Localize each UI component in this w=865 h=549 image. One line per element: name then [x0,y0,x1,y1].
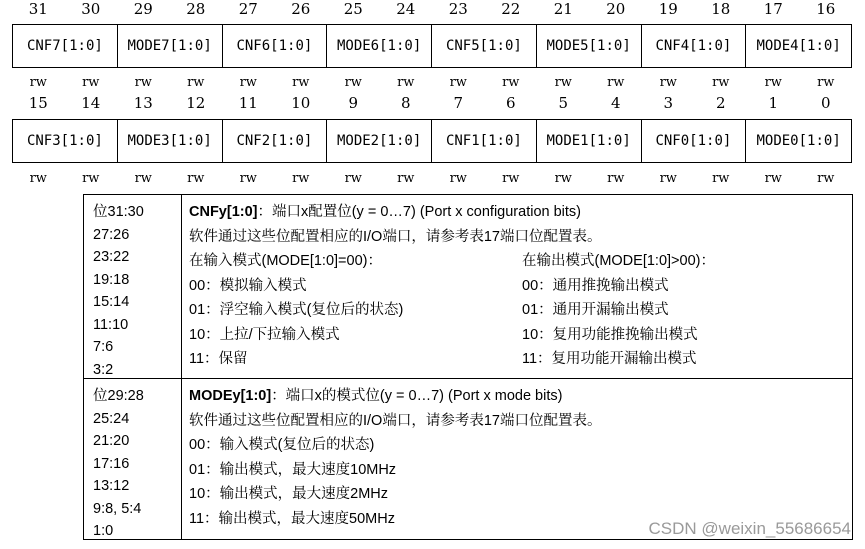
access-label: rw [607,171,625,186]
bit-range: 3:2 [93,361,114,378]
access-label: rw [449,75,467,90]
cnf-input-item: 00：模拟输入模式 [189,277,307,294]
access-label: rw [134,75,152,90]
bit-range: 15:14 [93,294,130,310]
bit-number: 22 [501,0,521,18]
register-field: CNF0[1:0] [642,120,747,162]
bit-number: 4 [610,94,621,112]
access-label: rw [817,75,835,90]
bit-range: 7:6 [93,339,114,355]
bit-number: 18 [711,0,731,18]
mode-field-name: MODEy[1:0] [189,388,272,404]
bit-number: 16 [816,0,836,18]
cnf-input-heading: 在输入模式(MODE[1:0]=00)： [189,253,382,269]
register-field: MODE1[1:0] [537,120,642,162]
bit-number: 20 [606,0,626,18]
bit-number: 10 [291,94,311,112]
access-label: rw [502,75,520,90]
access-label: rw [344,75,362,90]
cnf-title [189,200,601,225]
lower-register-fields [12,119,852,163]
register-field: CNF2[1:0] [223,120,328,162]
cnf-output-item: 10：复用功能推挽输出模式 [522,326,698,343]
mode-item: 11：输出模式，最大速度50MHz [189,510,395,527]
bit-number: 25 [343,0,363,18]
bit-description-table [83,194,853,540]
bit-range: 17:16 [93,455,130,472]
access-label: rw [239,171,257,186]
mode-title-text: ：端口x的模式位(y = 0…7) (Port x mode bits) [271,388,563,404]
register-field: MODE0[1:0] [756,133,841,149]
access-label: rw [397,75,415,90]
bit-number: 19 [658,0,678,18]
bit-range: 13:12 [93,478,130,494]
cnf-input-item: 01：浮空输入模式(复位后的状态) [189,302,404,318]
cnf-output-item: 00：通用推挽输出模式 [522,277,669,294]
register-field: MODE3[1:0] [118,120,223,162]
bit-number: 8 [400,94,411,112]
bit-range: 位29:28 [93,388,144,404]
mode-title [189,384,601,409]
upper-bit-numbers [12,0,852,18]
mode-item: 10：输出模式，最大速度2MHz [189,486,388,502]
bit-range: 1:0 [93,523,114,539]
cnf-output-item: 01：通用开漏输出模式 [522,302,669,318]
mode-note: 软件通过这些位配置相应的I/O端口，请参考表17端口位配置表。 [189,412,602,429]
access-label: rw [764,75,782,90]
mode-description [189,384,601,531]
cnf-output-heading: 在输出模式(MODE[1:0]>00)： [522,253,715,269]
bit-number: 13 [133,94,153,112]
bit-number: 21 [553,0,573,18]
cnf-title-text: ：端口x配置位(y = 0…7) (Port x configuration bits) [257,204,582,220]
cnf-output-item: 11：复用功能开漏输出模式 [522,351,697,367]
access-label: rw [607,75,625,90]
register-field: CNF1[1:0] [432,120,537,162]
mode-item: 01：输出模式，最大速度10MHz [189,461,397,478]
lower-access-row [12,172,852,186]
bit-range: 27:26 [93,226,130,243]
access-label: rw [292,75,310,90]
register-field: MODE7[1:0] [118,25,223,67]
mode-bit-positions [93,385,144,543]
access-label: rw [449,171,467,186]
access-label: rw [502,171,520,186]
column-divider [181,195,182,539]
access-label: rw [292,171,310,186]
access-label: rw [817,171,835,186]
bit-range: 25:24 [93,410,130,427]
cnf-output-column [522,249,715,372]
register-field: CNF4[1:0] [642,25,747,67]
bit-number: 3 [663,94,674,112]
bit-range: 9:8, 5:4 [93,500,142,517]
cnf-bit-positions [93,201,144,381]
row-divider [84,378,852,379]
bit-range: 19:18 [93,271,130,288]
access-label: rw [764,171,782,186]
access-label: rw [187,75,205,90]
register-field: MODE5[1:0] [537,25,642,67]
bit-number: 14 [81,94,101,112]
lower-bit-numbers [12,94,852,112]
bit-number: 30 [81,0,101,18]
watermark: CSDN @weixin_55686654 [648,519,851,538]
access-label: rw [554,171,572,186]
bit-number: 29 [133,0,153,18]
access-label: rw [397,171,415,186]
register-field: CNF5[1:0] [432,25,537,67]
cnf-field-name: CNFy[1:0] [189,204,258,220]
bit-number: 31 [28,0,48,18]
mode-item: 00：输入模式(复位后的状态) [189,437,375,453]
bit-number: 27 [238,0,258,18]
upper-register-fields [12,24,852,68]
bit-number: 9 [348,94,359,112]
cnf-input-item: 10：上拉/下拉输入模式 [189,326,340,343]
bit-number: 15 [28,94,48,112]
access-label: rw [659,171,677,186]
bit-number: 1 [768,94,779,112]
upper-access-row [12,76,852,90]
bit-range: 位31:30 [93,204,144,220]
bit-number: 11 [238,94,258,112]
access-label: rw [239,75,257,90]
bit-number: 2 [715,94,726,112]
access-label: rw [134,171,152,186]
bit-number: 0 [820,94,831,112]
register-field: MODE6[1:0] [327,25,432,67]
bit-number: 17 [763,0,783,18]
register-field: CNF7[1:0] [13,25,118,67]
access-label: rw [82,171,100,186]
bit-range: 23:22 [93,249,130,265]
bit-number: 5 [558,94,569,112]
register-field: MODE4[1:0] [756,38,841,54]
access-label: rw [712,171,730,186]
register-field: CNF3[1:0] [13,120,118,162]
bit-number: 26 [291,0,311,18]
access-label: rw [554,75,572,90]
access-label: rw [29,75,47,90]
bit-range: 11:10 [93,316,129,333]
bit-number: 6 [505,94,516,112]
bit-range: 21:20 [93,433,130,449]
access-label: rw [187,171,205,186]
access-label: rw [29,171,47,186]
access-label: rw [344,171,362,186]
cnf-input-item: 11：保留 [189,351,248,367]
access-label: rw [659,75,677,90]
bit-number: 7 [453,94,464,112]
bit-number: 24 [396,0,416,18]
bit-number: 12 [186,94,206,112]
register-field: MODE2[1:0] [327,120,432,162]
access-label: rw [82,75,100,90]
register-field: CNF6[1:0] [223,25,328,67]
bit-number: 28 [186,0,206,18]
cnf-note: 软件通过这些位配置相应的I/O端口，请参考表17端口位配置表。 [189,228,602,245]
access-label: rw [712,75,730,90]
bit-number: 23 [448,0,468,18]
